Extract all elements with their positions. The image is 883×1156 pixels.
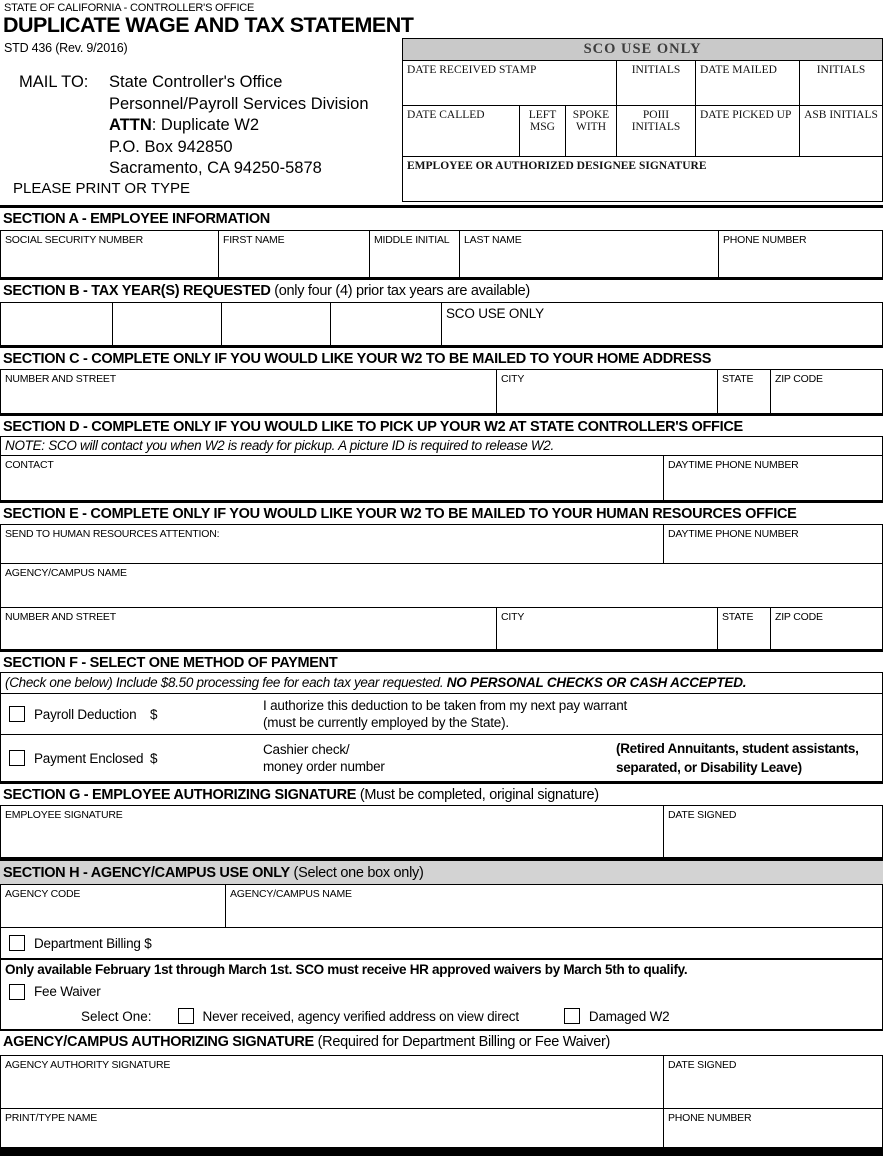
address-line (109, 115, 369, 137)
payroll-deduction-row (0, 693, 883, 734)
agency-signature-heading (0, 1031, 883, 1055)
field-label: DATE PICKED UP (700, 109, 792, 121)
payroll-authorization-text (263, 697, 882, 732)
left-msg-field[interactable] (520, 106, 566, 156)
print-type-name-field[interactable] (1, 1109, 664, 1147)
field-label: LEFT (528, 109, 557, 121)
field-label: CITY (501, 611, 525, 623)
never-received-label: Never received, agency verified address on view direct (202, 1008, 519, 1024)
agency-signature-row-2 (0, 1108, 883, 1147)
retired-line: separated, or Disability Leave) (616, 760, 802, 775)
section-g-heading (0, 781, 883, 805)
heading-text: SECTION H - AGENCY/CAMPUS USE ONLY (3, 865, 290, 881)
section-e-heading: SECTION E - COMPLETE ONLY IF YOU WOULD LIKE YOUR W2 TO BE MAILED TO YOUR HUMAN RESOURCES OFFICE (0, 500, 883, 524)
section-d-heading: SECTION D - COMPLETE ONLY IF YOU WOULD LIKE TO PICK UP YOUR W2 AT STATE CONTROLLER'S OFFICE (0, 413, 883, 436)
field-label: PRINT/TYPE NAME (5, 1112, 98, 1124)
attn-rest: : Duplicate W2 (151, 116, 260, 134)
field-label: SCO USE ONLY (446, 306, 544, 321)
date-signed-field[interactable] (664, 806, 882, 857)
hr-attention-field[interactable] (1, 525, 664, 563)
field-label: NUMBER AND STREET (5, 611, 116, 623)
dollar-sign: $ (150, 706, 158, 722)
bottom-border-bar (0, 1147, 883, 1156)
department-billing-row (0, 927, 883, 960)
employee-signature-field[interactable] (1, 806, 664, 857)
daytime-phone-field[interactable] (664, 456, 882, 500)
field-label: CONTACT (5, 459, 54, 471)
section-d-row (0, 455, 883, 500)
select-one-row (0, 1003, 883, 1031)
field-label: INITIALS (631, 64, 681, 76)
field-label: SEND TO HUMAN RESOURCES ATTENTION: (5, 528, 220, 540)
section-c-row (0, 369, 883, 413)
hr-agency-name-field[interactable] (1, 564, 882, 607)
tax-year-1-field[interactable] (1, 303, 113, 345)
field-label: MIDDLE INITIAL (374, 234, 450, 246)
heading-subtitle: (Select one box only) (289, 865, 424, 881)
field-label: AGENCY/CAMPUS NAME (230, 888, 352, 900)
tax-year-2-field[interactable] (113, 303, 222, 345)
field-label: ZIP CODE (775, 611, 823, 623)
last-name-field[interactable] (460, 231, 719, 277)
first-name-field[interactable] (219, 231, 370, 277)
address-line: State Controller's Office (109, 73, 283, 91)
field-label: AGENCY/CAMPUS NAME (5, 567, 127, 579)
section-a-row (0, 230, 883, 277)
field-label: EMPLOYEE OR AUTHORIZED DESIGNEE SIGNATURE (407, 160, 707, 172)
field-label: WITH (575, 121, 606, 133)
date-mailed-field[interactable] (696, 61, 800, 105)
heading-text: SECTION B - TAX YEAR(S) REQUESTED (3, 283, 271, 299)
department-billing-checkbox[interactable] (9, 935, 25, 951)
hr-city-field[interactable] (497, 608, 718, 649)
date-picked-up-field[interactable] (696, 106, 800, 156)
section-f-heading: SECTION F - SELECT ONE METHOD OF PAYMENT (0, 649, 883, 672)
field-label: ZIP CODE (775, 373, 823, 385)
damaged-w2-label: Damaged W2 (588, 1008, 670, 1024)
initials2-field[interactable] (800, 61, 882, 105)
payment-enclosed-checkbox[interactable] (9, 750, 25, 766)
hr-daytime-phone-field[interactable] (664, 525, 882, 563)
field-label: DATE CALLED (407, 109, 485, 121)
payment-enclosed-label: Payment Enclosed (34, 750, 144, 766)
field-label: DAYTIME PHONE NUMBER (668, 459, 799, 471)
payroll-deduction-label: Payroll Deduction (34, 706, 137, 722)
agency-signature-row-1 (0, 1055, 883, 1108)
sco-box-title: SCO USE ONLY (403, 39, 882, 61)
field-label: STATE (722, 373, 754, 385)
section-d-note: NOTE: SCO will contact you when W2 is ready for pickup. A picture ID is required to release W2. (0, 436, 883, 455)
contact-field[interactable] (1, 456, 664, 500)
middle-initial-field[interactable] (370, 231, 460, 277)
field-label: LAST NAME (464, 234, 522, 246)
field-label: DATE SIGNED (668, 809, 737, 821)
field-label: SOCIAL SECURITY NUMBER (5, 234, 143, 246)
section-e-row-3 (0, 607, 883, 649)
sco-use-only-box (402, 38, 883, 202)
agency-campus-name-field[interactable] (226, 885, 882, 927)
home-zip-field[interactable] (771, 370, 882, 413)
field-label: SPOKE (572, 109, 610, 121)
field-label: POIII INITIALS (631, 109, 681, 133)
field-label: EMPLOYEE SIGNATURE (5, 809, 123, 821)
no-checks-note: NO PERSONAL CHECKS OR CASH ACCEPTED. (446, 675, 747, 690)
dollar-sign: $ (150, 750, 158, 766)
date-called-field[interactable] (403, 106, 520, 156)
field-label: ASB INITIALS (804, 109, 878, 121)
field-label: PHONE NUMBER (668, 1112, 752, 1124)
tax-year-3-field[interactable] (222, 303, 331, 345)
field-label: DATE SIGNED (668, 1059, 737, 1071)
mail-to-label: MAIL TO: (19, 73, 89, 91)
section-f-note (0, 672, 883, 693)
heading-subtitle: (only four (4) prior tax years are available) (270, 283, 530, 299)
section-e-row-1 (0, 524, 883, 563)
hr-zip-field[interactable] (771, 608, 882, 649)
home-street-field[interactable] (1, 370, 497, 413)
form-header (0, 0, 883, 205)
field-label: STATE (722, 611, 754, 623)
sco-row-3 (403, 157, 882, 201)
sco-row-1 (403, 61, 882, 106)
cashier-check-text (263, 741, 616, 776)
attn-label: ATTN (109, 116, 152, 134)
ssn-field[interactable] (1, 231, 219, 277)
cashier-line: Cashier check/ (263, 741, 350, 757)
home-city-field[interactable] (497, 370, 718, 413)
field-label: DATE RECEIVED STAMP (407, 64, 537, 76)
field-label: INITIALS (816, 64, 866, 76)
section-e-row-2 (0, 563, 883, 607)
initials-field[interactable] (617, 61, 696, 105)
auth-line: I authorize this deduction to be taken from my next pay warrant (263, 697, 628, 713)
section-a-heading: SECTION A - EMPLOYEE INFORMATION (0, 205, 883, 230)
fee-waiver-label: Fee Waiver (34, 984, 101, 999)
retired-line: (Retired Annuitants, student assistants, (616, 741, 859, 756)
damaged-w2-checkbox[interactable] (564, 1008, 580, 1024)
date-received-stamp-field[interactable] (403, 61, 617, 105)
never-received-checkbox[interactable] (178, 1008, 194, 1024)
hr-state-field[interactable] (718, 608, 771, 649)
address-line: Personnel/Payroll Services Division (109, 94, 369, 113)
home-state-field[interactable] (718, 370, 771, 413)
address-line: P.O. Box 942850 (109, 137, 233, 156)
mail-to-address (109, 72, 369, 180)
section-g-row (0, 805, 883, 857)
section-c-heading: SECTION C - COMPLETE ONLY IF YOU WOULD LIKE YOUR W2 TO BE MAILED TO YOUR HOME ADDRESS (0, 345, 883, 369)
department-billing-label: Department Billing $ (34, 935, 152, 951)
payroll-deduction-checkbox[interactable] (9, 706, 25, 722)
state-line: STATE OF CALIFORNIA - CONTROLLER'S OFFICE (4, 2, 255, 14)
payment-enclosed-row (0, 734, 883, 781)
field-label: AGENCY AUTHORITY SIGNATURE (5, 1059, 171, 1071)
fee-waiver-row (0, 980, 883, 1003)
poiii-initials-field[interactable] (617, 106, 696, 156)
field-label: DAYTIME PHONE NUMBER (668, 528, 799, 540)
section-b-heading (0, 277, 883, 302)
heading-subtitle: (Required for Department Billing or Fee Waiver) (313, 1034, 611, 1050)
section-h-heading (0, 857, 883, 884)
field-label: NUMBER AND STREET (5, 373, 116, 385)
sco-row-2 (403, 106, 882, 157)
field-label: DATE MAILED (700, 64, 777, 76)
form-number: STD 436 (Rev. 9/2016) (4, 41, 128, 55)
hr-street-field[interactable] (1, 608, 497, 649)
fee-waiver-notice: Only available February 1st through March 1st. SCO must receive HR approved waivers by March 5th to qualify. (0, 960, 883, 980)
agency-code-field[interactable] (1, 885, 226, 927)
retired-annuitants-note (616, 739, 882, 777)
field-label: MSG (530, 121, 555, 133)
fee-waiver-checkbox[interactable] (9, 984, 25, 1000)
phone-field[interactable] (719, 231, 882, 277)
field-label: PHONE NUMBER (723, 234, 807, 246)
sco-use-only-field (442, 303, 882, 345)
section-h-row (0, 884, 883, 927)
fee-note: (Check one below) Include $8.50 processing fee for each tax year requested. (5, 675, 447, 690)
designee-signature-field[interactable] (403, 157, 882, 201)
heading-text: SECTION G - EMPLOYEE AUTHORIZING SIGNATURE (3, 787, 357, 803)
print-or-type-note: PLEASE PRINT OR TYPE (13, 180, 191, 197)
tax-year-4-field[interactable] (331, 303, 442, 345)
address-line: Sacramento, CA 94250-5878 (109, 159, 322, 177)
heading-text: AGENCY/CAMPUS AUTHORIZING SIGNATURE (3, 1034, 314, 1050)
field-label: FIRST NAME (223, 234, 285, 246)
mail-to-block (19, 72, 369, 180)
cashier-line: money order number (263, 759, 385, 774)
agency-date-signed-field[interactable] (664, 1056, 882, 1108)
agency-phone-field[interactable] (664, 1109, 882, 1147)
auth-line: (must be currently employed by the State). (263, 715, 509, 730)
field-label: AGENCY CODE (5, 888, 81, 900)
form-title: DUPLICATE WAGE AND TAX STATEMENT (3, 13, 414, 37)
agency-authority-signature-field[interactable] (1, 1056, 664, 1108)
heading-subtitle: (Must be completed, original signature) (356, 787, 599, 803)
section-b-row (0, 302, 883, 345)
payroll-deduction-option (1, 706, 263, 722)
spoke-with-field[interactable] (566, 106, 617, 156)
asb-initials-field[interactable] (800, 106, 882, 156)
select-one-label: Select One: (81, 1008, 152, 1024)
payment-enclosed-option (1, 750, 263, 766)
field-label: CITY (501, 373, 525, 385)
